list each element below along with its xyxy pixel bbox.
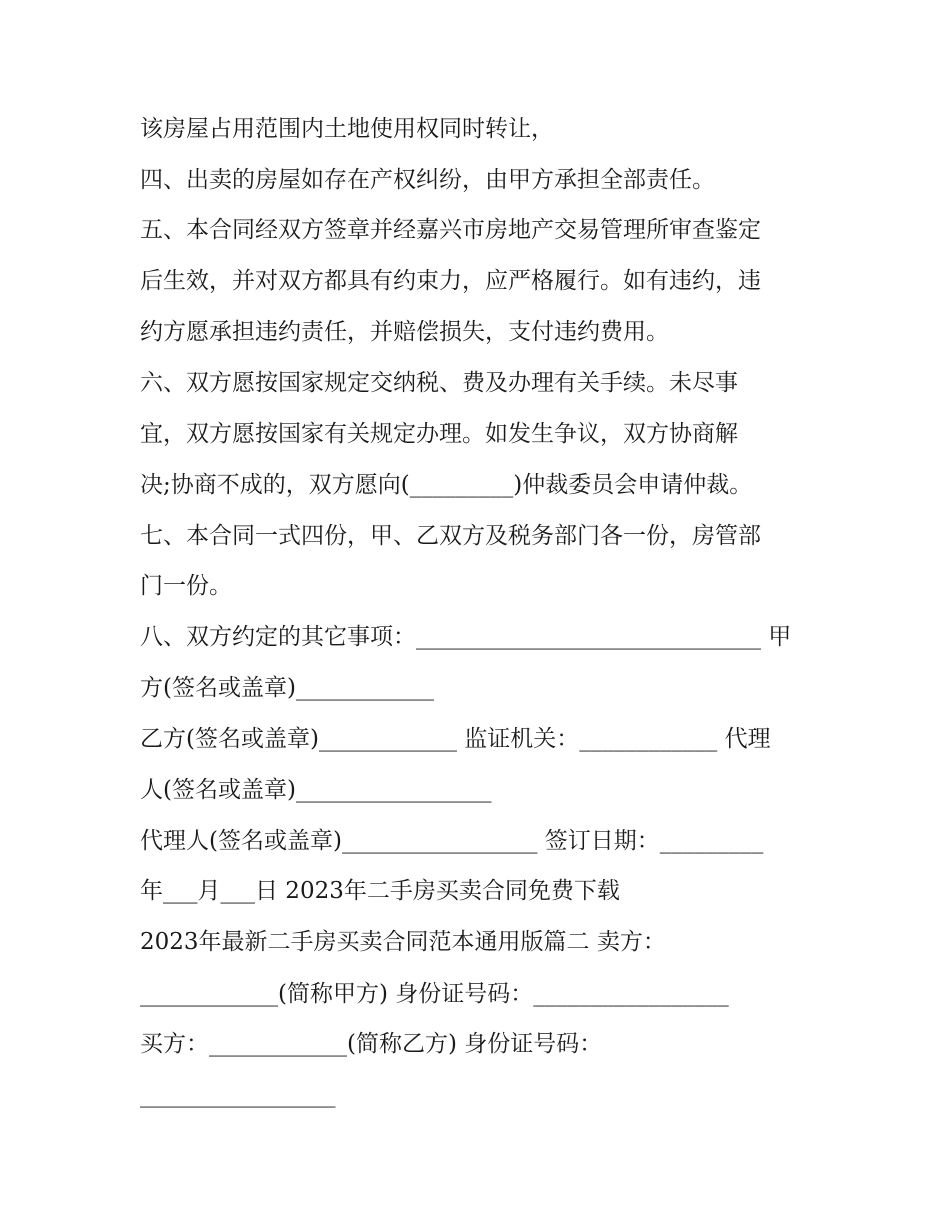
text-line-2: 四、出卖的房屋如存在产权纠纷，由甲方承担全部责任。 (140, 167, 715, 193)
text-line-5: 约方愿承担违约责任，并赔偿损失，支付违约费用。 (140, 319, 669, 345)
text-line-3: 五、本合同经双方签章并经嘉兴市房地产交易管理所审查鉴定 (140, 217, 761, 243)
text-line-17: 2023年最新二手房买卖合同范本通用版篇二 卖方： (140, 929, 666, 955)
text-line-19: 买方：____________(简称乙方) 身份证号码： (140, 1031, 603, 1057)
text-line-8: 决;协商不成的，双方愿向(_________)仲裁委员会申请仲裁。 (140, 472, 753, 498)
text-line-15: 代理人(签名或盖章)_________________ 签订日期：_________ (140, 828, 764, 854)
text-line-1: 该房屋占用范围内土地使用权同时转让， (140, 116, 554, 142)
text-line-6: 六、双方愿按国家规定交纳税、费及办理有关手续。未尽事 (140, 370, 738, 396)
text-line-10: 门一份。 (140, 573, 232, 599)
text-line-16: 年___月___日 2023年二手房买卖合同免费下载 (140, 878, 620, 904)
text-line-4: 后生效，并对双方都具有约束力，应严格履行。如有违约，违 (140, 268, 761, 294)
text-line-11: 八、双方约定的其它事项：______________________________ 甲 (140, 624, 792, 650)
text-line-14: 人(签名或盖章)_________________ (140, 777, 492, 803)
text-line-20: _________________ (140, 1082, 336, 1108)
text-line-13: 乙方(签名或盖章)____________ 监证机关：____________ 代理 (140, 726, 771, 752)
text-line-9: 七、本合同一式四份，甲、乙双方及税务部门各一份，房管部 (140, 523, 761, 549)
text-line-12: 方(签名或盖章)____________ (140, 675, 434, 701)
text-line-7: 宜，双方愿按国家有关规定办理。如发生争议，双方协商解 (140, 421, 738, 447)
text-line-18: ____________(简称甲方) 身份证号码：_________________ (140, 981, 729, 1007)
